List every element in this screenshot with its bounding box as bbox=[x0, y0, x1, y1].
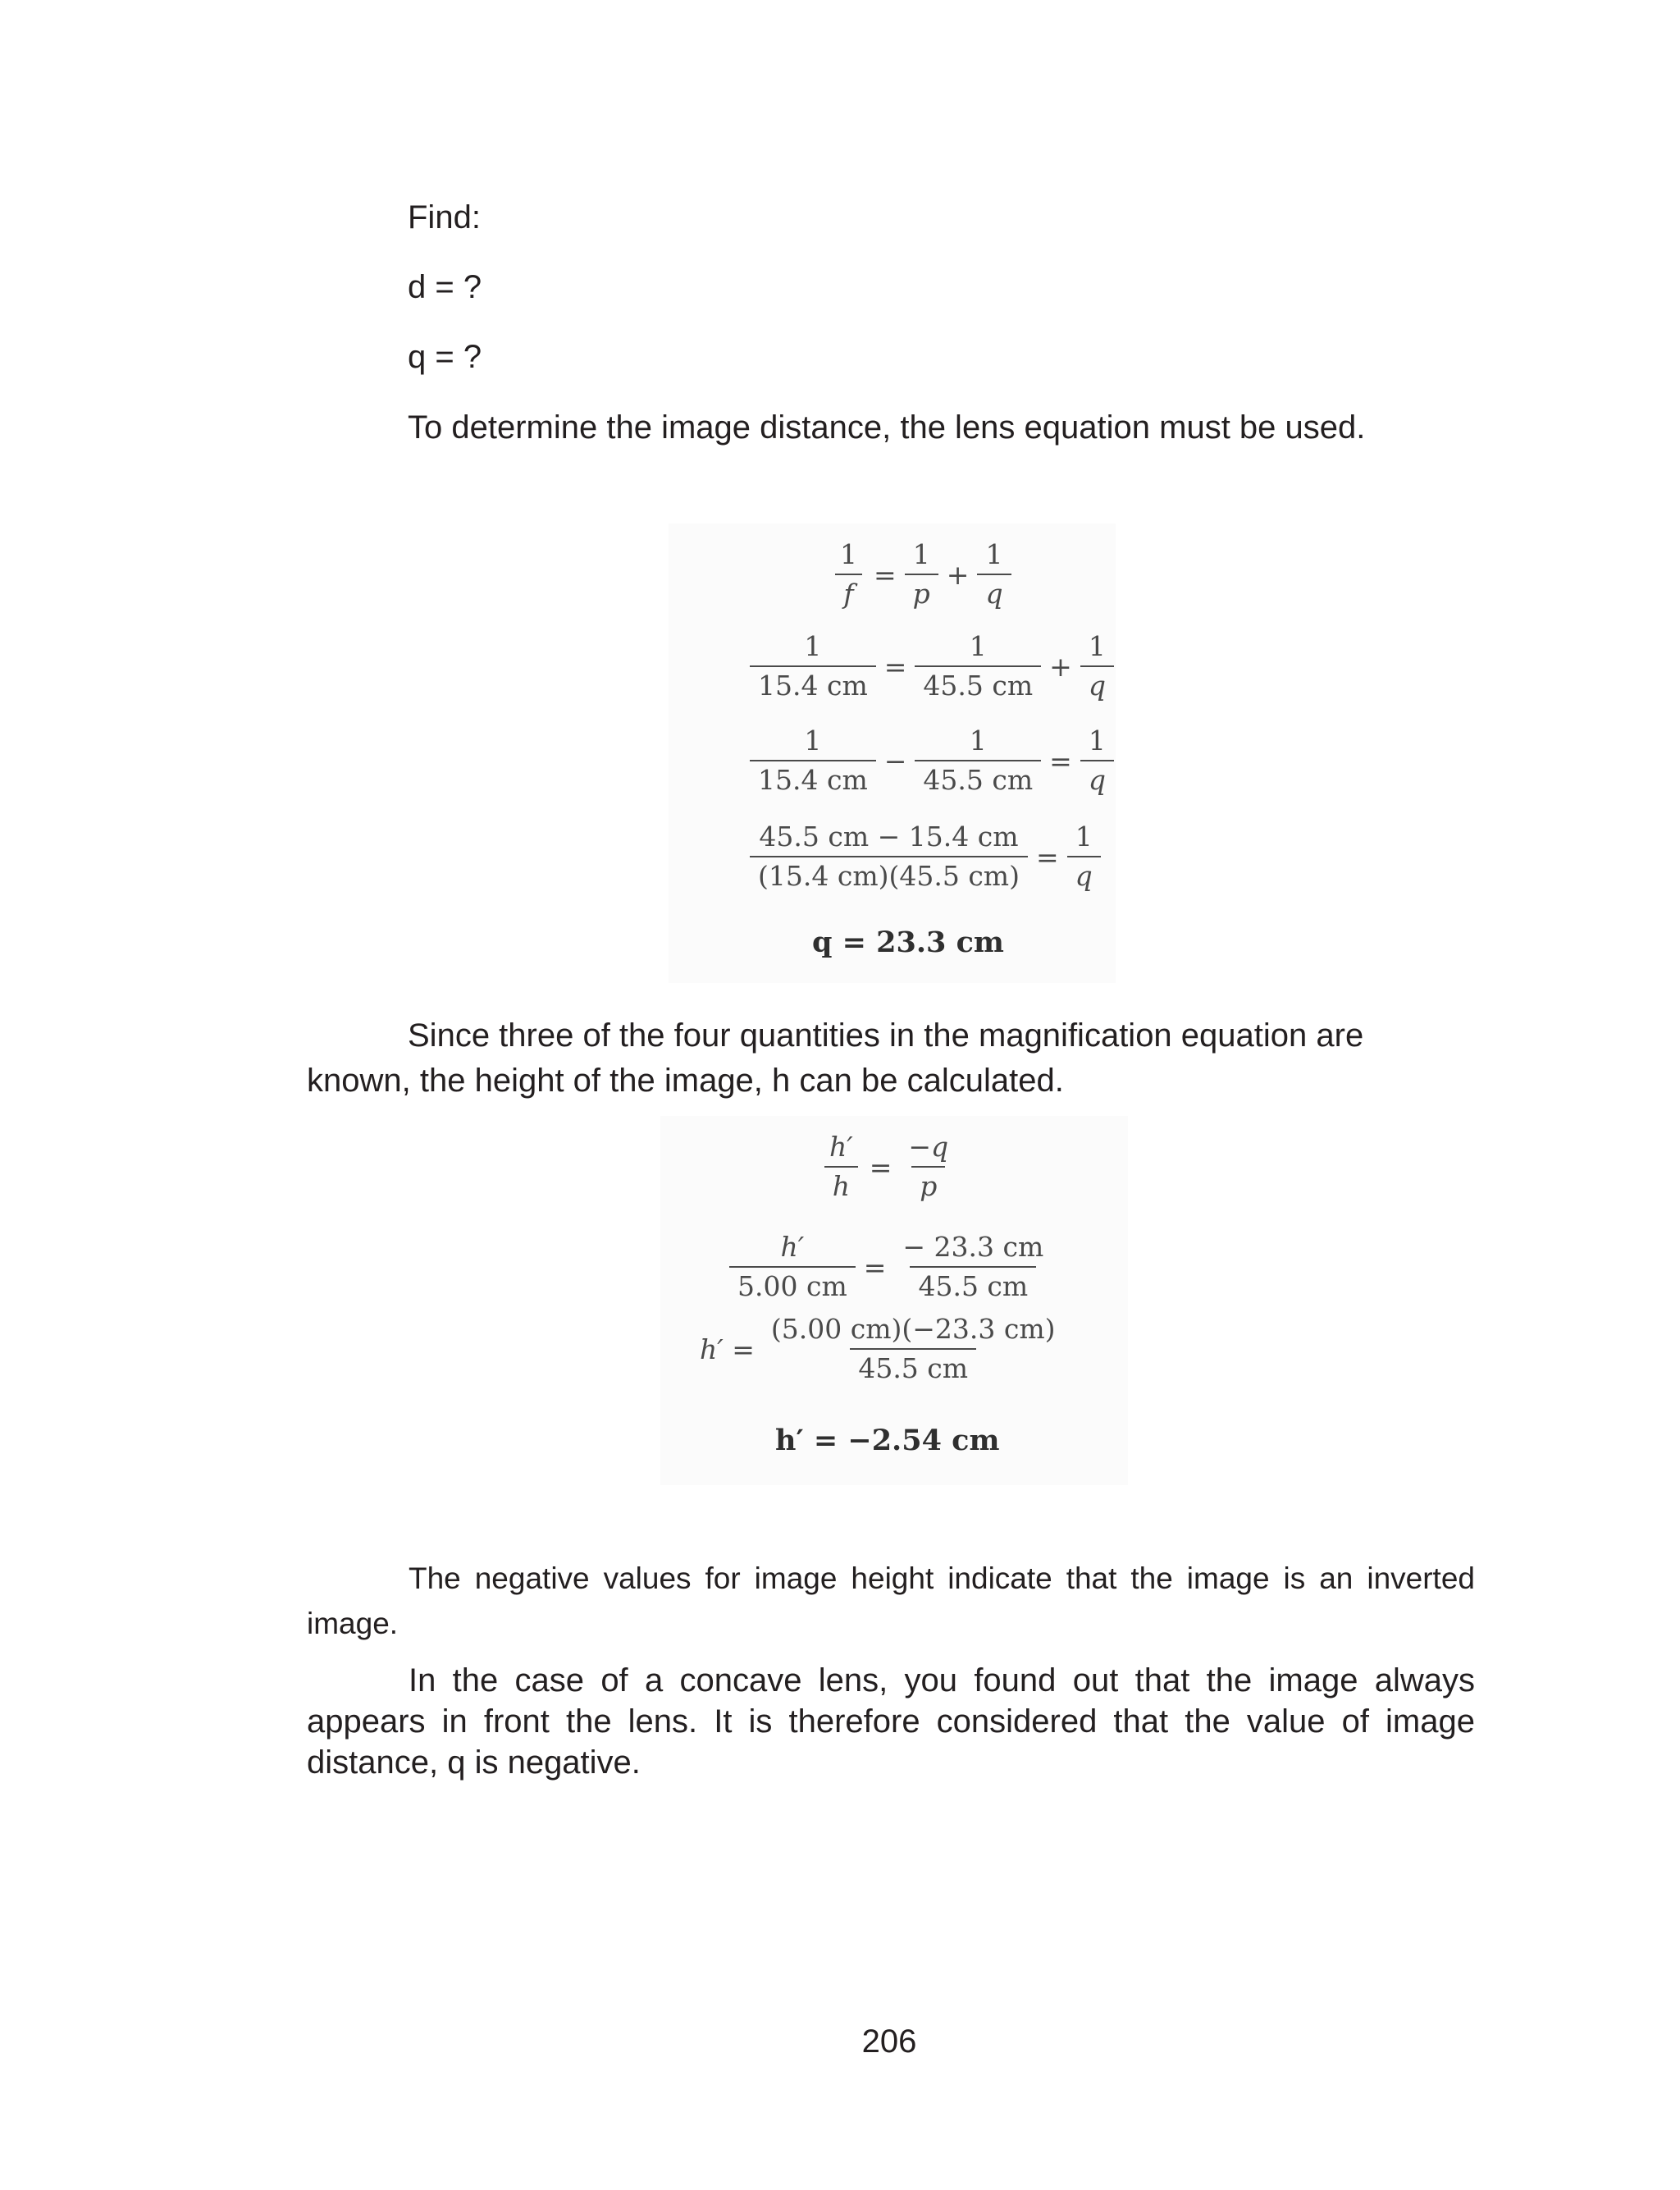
lens-eq-result: q = 23.3 cm bbox=[812, 926, 1004, 959]
lens-eq-line1: $\frac{1}{f}$ = $\frac{1}{p}$ + $\frac{1}{q}$ bbox=[829, 538, 1015, 610]
lens-eq-line4: $\frac{45.5 cm - 15.4 cm}{(15.4 cm)(45.5 cm)}$ = $\frac{1}{q}$ bbox=[746, 821, 1104, 893]
find-heading: Find: bbox=[408, 199, 481, 235]
lens-eq-line3: $\frac{1}{15.4 cm}$ − $\frac{1}{45.5 cm}$ = $\frac{1}{q}$ bbox=[746, 725, 1117, 797]
mag-eq-line3: h′ = $\frac{(5.00 cm)(-23.3 cm)}{45.5 cm}$ bbox=[700, 1313, 1056, 1384]
magnification-equation-block bbox=[660, 1116, 1128, 1485]
lens-equation-block bbox=[669, 523, 1116, 983]
page-number: 206 bbox=[861, 2023, 917, 2060]
mag-eq-line2: $\frac{h'}{5.00 cm}$ = $\frac{- 23.3 cm}{45.5 cm}$ bbox=[726, 1231, 1055, 1303]
negative-note: The negative values for image height indicate that the image is an inverted image. bbox=[307, 1561, 1475, 1640]
mag-eq-result: h′ = −2.54 cm bbox=[775, 1424, 1000, 1457]
find-d: d = ? bbox=[408, 269, 482, 305]
magnification-intro-line1: Since three of the four quantities in the magnification equation are bbox=[408, 1017, 1364, 1054]
mag-eq-line1: $\frac{h'}{h}$ = $\frac{-q}{p}$ bbox=[818, 1131, 960, 1203]
magnification-intro-line2: known, the height of the image, h can be calculated. bbox=[307, 1063, 1064, 1099]
concave-note: In the case of a concave lens, you found out that the image always appears in front the lens. It is therefore considered that the value of image distance, q is negative. bbox=[307, 1662, 1475, 1781]
lens-eq-line2: $\frac{1}{15.4 cm}$ = $\frac{1}{45.5 cm}$ + $\frac{1}{q}$ bbox=[746, 630, 1117, 702]
find-q: q = ? bbox=[408, 339, 482, 375]
intro-text: To determine the image distance, the lens equation must be used. bbox=[408, 409, 1366, 446]
